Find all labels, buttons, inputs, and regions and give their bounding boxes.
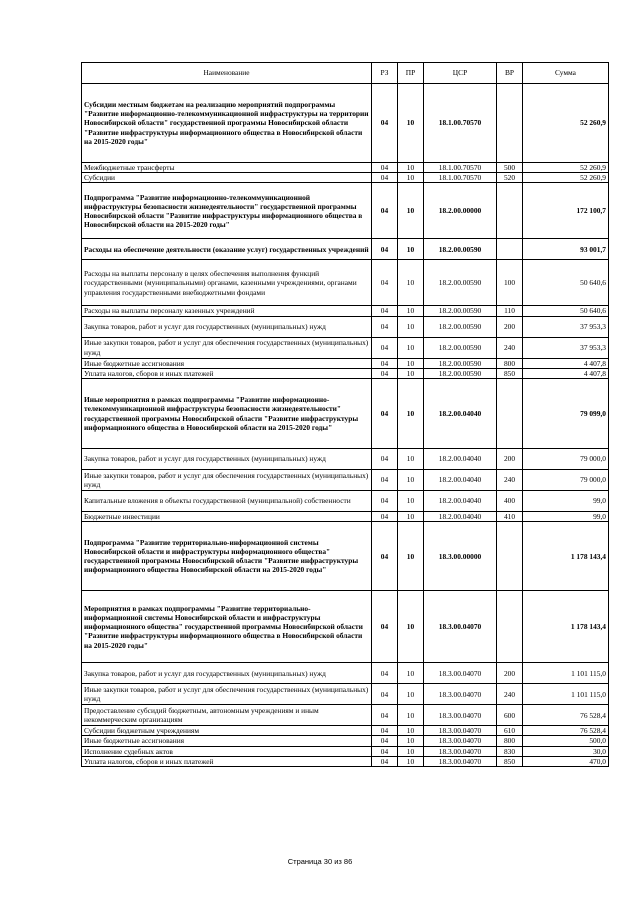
cell-csr: 18.3.00.04070 <box>424 663 497 684</box>
cell-csr: 18.2.00.04040 <box>424 491 497 512</box>
cell-rz: 04 <box>372 663 398 684</box>
cell-name: Межбюджетные трансферты <box>82 163 372 173</box>
col-header-rz: РЗ <box>372 63 398 84</box>
cell-pr: 10 <box>398 736 424 746</box>
cell-vr: 800 <box>497 358 523 368</box>
cell-pr: 10 <box>398 260 424 306</box>
cell-name: Субсидии местным бюджетам на реализацию мероприятий подпрограммы "Развитие информационно-телекоммуникационной инфраструктуры на территории Новосибирской области" государственной программы Новосибирской области "Развитие инфраструктуры информационного общества в Новосибирской области на 2015-2020 годы" <box>82 84 372 163</box>
cell-csr: 18.3.00.04070 <box>424 756 497 766</box>
table-row <box>82 756 609 766</box>
cell-pr: 10 <box>398 746 424 756</box>
cell-csr: 18.2.00.00000 <box>424 183 497 239</box>
cell-pr: 10 <box>398 84 424 163</box>
cell-csr: 18.1.00.70570 <box>424 173 497 183</box>
cell-pr: 10 <box>398 522 424 591</box>
cell-vr: 800 <box>497 736 523 746</box>
cell-name: Закупка товаров, работ и услуг для государственных (муниципальных) нужд <box>82 663 372 684</box>
cell-name: Бюджетные инвестиции <box>82 512 372 522</box>
cell-name: Расходы на обеспечение деятельности (оказание услуг) государственных учреждений <box>82 239 372 260</box>
cell-rz: 04 <box>372 736 398 746</box>
cell-name: Иные мероприятия в рамках подпрограммы "Развитие информационно-телекоммуникационной инфраструктуры безопасности жизнедеятельности" государственной программы Новосибирской области "Развитие инфраструктуры информационного общества в Новосибирской области на 2015-2020 годы" <box>82 379 372 449</box>
cell-vr: 850 <box>497 756 523 766</box>
cell-csr: 18.2.00.00590 <box>424 260 497 306</box>
cell-rz: 04 <box>372 756 398 766</box>
cell-pr: 10 <box>398 491 424 512</box>
cell-pr: 10 <box>398 684 424 705</box>
cell-rz: 04 <box>372 84 398 163</box>
cell-sum: 1 101 115,0 <box>523 684 609 705</box>
cell-vr: 600 <box>497 705 523 726</box>
cell-rz: 04 <box>372 163 398 173</box>
cell-rz: 04 <box>372 491 398 512</box>
cell-name: Закупка товаров, работ и услуг для государственных (муниципальных) нужд <box>82 449 372 470</box>
cell-name: Капитальные вложения в объекты государственной (муниципальной) собственности <box>82 491 372 512</box>
table-row <box>82 522 609 591</box>
cell-csr: 18.2.00.04040 <box>424 379 497 449</box>
cell-vr: 110 <box>497 306 523 316</box>
col-header-sum: Сумма <box>523 63 609 84</box>
cell-vr <box>497 239 523 260</box>
cell-name: Субсидии бюджетным учреждениям <box>82 726 372 736</box>
cell-name: Иные бюджетные ассигнования <box>82 736 372 746</box>
table-row <box>82 379 609 449</box>
cell-csr: 18.2.00.04040 <box>424 449 497 470</box>
cell-csr: 18.2.00.00590 <box>424 358 497 368</box>
cell-rz: 04 <box>372 470 398 491</box>
table-row <box>82 705 609 726</box>
table-row <box>82 512 609 522</box>
cell-vr: 240 <box>497 337 523 358</box>
cell-vr: 240 <box>497 470 523 491</box>
cell-csr: 18.2.00.00590 <box>424 316 497 337</box>
cell-vr: 100 <box>497 260 523 306</box>
cell-name: Уплата налогов, сборов и иных платежей <box>82 756 372 766</box>
cell-vr: 410 <box>497 512 523 522</box>
cell-pr: 10 <box>398 163 424 173</box>
cell-pr: 10 <box>398 379 424 449</box>
cell-csr: 18.2.00.00590 <box>424 239 497 260</box>
cell-name: Подпрограмма "Развитие территориально-информационной системы Новосибирской области и инфраструктуры информационного общества" государственной программы Новосибирской области "Развитие инфраструктуры информационного общества Новосибирской области на 2015-2020 годы" <box>82 522 372 591</box>
cell-rz: 04 <box>372 183 398 239</box>
cell-name: Исполнение судебных актов <box>82 746 372 756</box>
cell-sum: 4 407,8 <box>523 358 609 368</box>
cell-sum: 52 260,9 <box>523 84 609 163</box>
cell-sum: 37 953,3 <box>523 316 609 337</box>
cell-sum: 30,0 <box>523 746 609 756</box>
cell-sum: 93 001,7 <box>523 239 609 260</box>
cell-sum: 79 099,0 <box>523 379 609 449</box>
cell-pr: 10 <box>398 663 424 684</box>
cell-sum: 99,0 <box>523 512 609 522</box>
cell-vr <box>497 183 523 239</box>
cell-csr: 18.2.00.04040 <box>424 512 497 522</box>
cell-csr: 18.2.00.00590 <box>424 337 497 358</box>
table-row <box>82 316 609 337</box>
cell-csr: 18.1.00.70570 <box>424 84 497 163</box>
cell-sum: 50 640,6 <box>523 306 609 316</box>
cell-pr: 10 <box>398 705 424 726</box>
col-header-pr: ПР <box>398 63 424 84</box>
cell-rz: 04 <box>372 449 398 470</box>
cell-rz: 04 <box>372 316 398 337</box>
cell-vr <box>497 379 523 449</box>
cell-sum: 52 260,9 <box>523 173 609 183</box>
cell-sum: 99,0 <box>523 491 609 512</box>
cell-pr: 10 <box>398 756 424 766</box>
cell-sum: 76 528,4 <box>523 726 609 736</box>
table-row <box>82 84 609 163</box>
cell-name: Подпрограмма "Развитие информационно-телекоммуникационной инфраструктуры безопасности жизнедеятельности" государственной программы Новосибирской области "Развитие инфраструктуры информационного общества в Новосибирской области на 2015-2020 годы" <box>82 183 372 239</box>
cell-csr: 18.1.00.70570 <box>424 163 497 173</box>
table-row <box>82 337 609 358</box>
cell-sum: 52 260,9 <box>523 163 609 173</box>
cell-rz: 04 <box>372 239 398 260</box>
table-row <box>82 449 609 470</box>
cell-rz: 04 <box>372 522 398 591</box>
table-row <box>82 183 609 239</box>
cell-pr: 10 <box>398 173 424 183</box>
cell-sum: 500,0 <box>523 736 609 746</box>
cell-rz: 04 <box>372 306 398 316</box>
page-number: Страница 30 из 86 <box>287 857 353 866</box>
cell-vr: 400 <box>497 491 523 512</box>
cell-csr: 18.2.00.00590 <box>424 306 497 316</box>
cell-rz: 04 <box>372 337 398 358</box>
cell-csr: 18.3.00.04070 <box>424 736 497 746</box>
cell-csr: 18.3.00.04070 <box>424 591 497 663</box>
cell-rz: 04 <box>372 379 398 449</box>
cell-sum: 79 000,0 <box>523 449 609 470</box>
cell-vr: 610 <box>497 726 523 736</box>
table-row <box>82 470 609 491</box>
cell-csr: 18.2.00.04040 <box>424 470 497 491</box>
cell-csr: 18.3.00.04070 <box>424 726 497 736</box>
cell-rz: 04 <box>372 173 398 183</box>
cell-pr: 10 <box>398 512 424 522</box>
table-row <box>82 663 609 684</box>
cell-name: Предоставление субсидий бюджетным, автономным учреждениям и иным некоммерческим организациям <box>82 705 372 726</box>
cell-sum: 1 178 143,4 <box>523 591 609 663</box>
col-header-csr: ЦСР <box>424 63 497 84</box>
cell-pr: 10 <box>398 368 424 378</box>
cell-vr: 200 <box>497 316 523 337</box>
cell-pr: 10 <box>398 470 424 491</box>
cell-pr: 10 <box>398 449 424 470</box>
table-row <box>82 684 609 705</box>
cell-sum: 4 407,8 <box>523 368 609 378</box>
table-row <box>82 368 609 378</box>
cell-name: Иные закупки товаров, работ и услуг для обеспечения государственных (муниципальных) нужд <box>82 337 372 358</box>
cell-vr: 850 <box>497 368 523 378</box>
cell-pr: 10 <box>398 306 424 316</box>
cell-csr: 18.2.00.00590 <box>424 368 497 378</box>
cell-vr: 200 <box>497 449 523 470</box>
cell-name: Уплата налогов, сборов и иных платежей <box>82 368 372 378</box>
cell-sum: 76 528,4 <box>523 705 609 726</box>
cell-sum: 79 000,0 <box>523 470 609 491</box>
cell-pr: 10 <box>398 726 424 736</box>
table-row <box>82 260 609 306</box>
cell-csr: 18.3.00.04070 <box>424 746 497 756</box>
table-row <box>82 306 609 316</box>
cell-vr: 500 <box>497 163 523 173</box>
table-header-row <box>82 63 609 84</box>
table-body <box>82 84 609 767</box>
cell-name: Иные закупки товаров, работ и услуг для обеспечения государственных (муниципальных) нужд <box>82 470 372 491</box>
cell-pr: 10 <box>398 591 424 663</box>
cell-rz: 04 <box>372 705 398 726</box>
cell-name: Иные бюджетные ассигнования <box>82 358 372 368</box>
cell-csr: 18.3.00.04070 <box>424 705 497 726</box>
table-row <box>82 239 609 260</box>
table-row <box>82 736 609 746</box>
col-header-name: Наименование <box>82 63 372 84</box>
cell-rz: 04 <box>372 260 398 306</box>
cell-name: Расходы на выплаты персоналу казенных учреждений <box>82 306 372 316</box>
cell-sum: 470,0 <box>523 756 609 766</box>
cell-vr: 830 <box>497 746 523 756</box>
cell-name: Мероприятия в рамках подпрограммы "Развитие территориально-информационной системы Новосибирской области и инфраструктуры информационного общества" государственной программы Новосибирской области "Развитие инфраструктуры информационного общества в Новосибирской области на 2015-2020 годы" <box>82 591 372 663</box>
cell-rz: 04 <box>372 591 398 663</box>
cell-rz: 04 <box>372 368 398 378</box>
cell-name: Субсидии <box>82 173 372 183</box>
table-row <box>82 746 609 756</box>
cell-sum: 1 101 115,0 <box>523 663 609 684</box>
cell-vr: 200 <box>497 663 523 684</box>
cell-rz: 04 <box>372 726 398 736</box>
cell-pr: 10 <box>398 358 424 368</box>
cell-sum: 50 640,6 <box>523 260 609 306</box>
cell-vr <box>497 591 523 663</box>
cell-sum: 172 100,7 <box>523 183 609 239</box>
table-row <box>82 726 609 736</box>
table-row <box>82 163 609 173</box>
cell-vr: 240 <box>497 684 523 705</box>
table-row <box>82 173 609 183</box>
cell-vr <box>497 84 523 163</box>
cell-rz: 04 <box>372 512 398 522</box>
cell-rz: 04 <box>372 358 398 368</box>
cell-name: Расходы на выплаты персоналу в целях обеспечения выполнения функций государственными (муниципальными) органами, казенными учреждениями, органами управления государственными внебюджетными фондами <box>82 260 372 306</box>
cell-pr: 10 <box>398 337 424 358</box>
cell-rz: 04 <box>372 746 398 756</box>
cell-pr: 10 <box>398 183 424 239</box>
budget-table <box>81 62 609 767</box>
cell-vr <box>497 522 523 591</box>
cell-rz: 04 <box>372 684 398 705</box>
cell-name: Иные закупки товаров, работ и услуг для обеспечения государственных (муниципальных) нужд <box>82 684 372 705</box>
table-row <box>82 491 609 512</box>
cell-sum: 37 953,3 <box>523 337 609 358</box>
cell-pr: 10 <box>398 239 424 260</box>
cell-csr: 18.3.00.00000 <box>424 522 497 591</box>
table-row <box>82 358 609 368</box>
table-row <box>82 591 609 663</box>
col-header-vr: ВР <box>497 63 523 84</box>
cell-sum: 1 178 143,4 <box>523 522 609 591</box>
cell-vr: 520 <box>497 173 523 183</box>
cell-name: Закупка товаров, работ и услуг для государственных (муниципальных) нужд <box>82 316 372 337</box>
cell-pr: 10 <box>398 316 424 337</box>
cell-csr: 18.3.00.04070 <box>424 684 497 705</box>
